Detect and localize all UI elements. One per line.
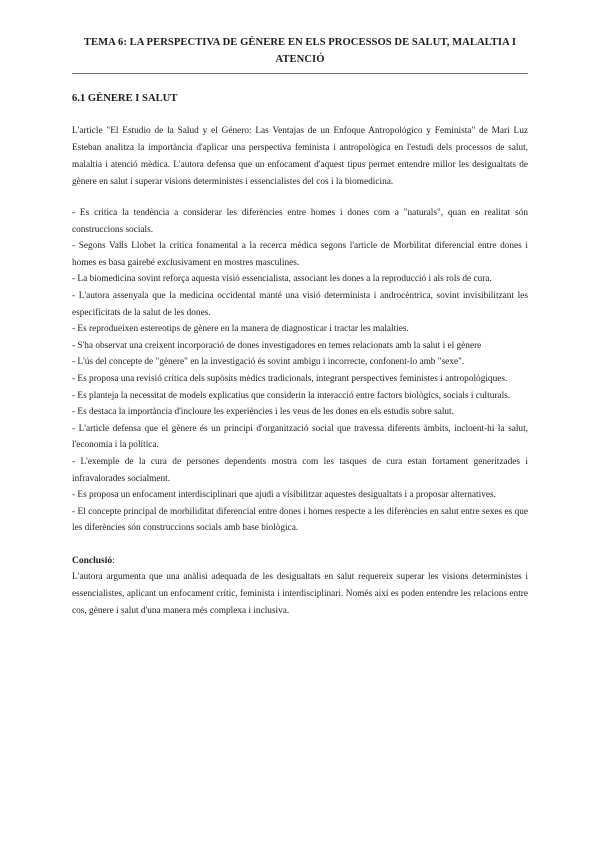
bullet-item: - L'article defensa que el gènere és un principi d'organització social que travessa diferents àmbits, incloent-hi la salut, l'economia i la política. (72, 423, 528, 451)
bullet-item: - L'ús del concepte de "gènere" en la investigació és sovint ambigu i incorrecte, confonent-lo amb "sexe". (72, 357, 465, 368)
bullet-item: - Es proposa una revisió crítica dels supòsits mèdics tradicionals, integrant perspectives feministes i antropològiques. (72, 373, 508, 384)
bullet-item: - Segons Valls Llobet la crítica fonamental a la recerca mèdica segons l'article de Morbilitat diferencial entre dones i homes es basa gairebé exclusivament en mostres masculines. (72, 241, 528, 268)
bullet-list (72, 205, 528, 537)
title-divider (72, 73, 528, 74)
conclusion-heading (72, 553, 528, 569)
conclusion-paragraph: L'autora argumenta que una anàlisi adequada de les desigualtats en salut requereix superar les visions deterministes i essencialistes, aplicant un enfocament crític, feminista i interdisciplinari. Només així es poden entendre les relacions entre cos, gènere i salut d'una manera més complexa i inclusiva. (72, 571, 528, 616)
bullet-item: - L'exemple de la cura de persones dependents mostra com les tasques de cura estan fortament generitzades i infravalorades socialment. (72, 456, 528, 484)
document-title: TEMA 6: LA PERSPECTIVA DE GÈNERE EN ELS PROCESSOS DE SALUT, MALALTIA I ATENCIÓ (83, 37, 517, 65)
bullet-item: - L'autora assenyala que la medicina occidental manté una visió determinista i androcèntrica, sovint invisibilitzant les especificitats de la salut de les dones. (72, 290, 528, 318)
section-heading: 6.1 GÈNERE I SALUT (72, 93, 178, 104)
bullet-item: - Es planteja la necessitat de models explicatius que considerin la interacció entre factors biològics, socials i culturals. (72, 390, 511, 401)
conclusion-label: Conclusió (72, 555, 113, 566)
conclusion-colon: : (112, 555, 115, 566)
bullet-item: - Es destaca la importància d'incloure les experiències i les veus de les dones en els estudis sobre salut. (72, 407, 454, 418)
intro-paragraph: L'article "El Estudio de la Salud y el Género: Las Ventajas de un Enfoque Antropológico y Feminista" de Mari Luz Esteban analitza la importància d'aplicar una perspectiva feminista i antropològica en l'estudi dels processos de salut, malaltia i atenció mèdica. L'autora defensa que un enfocament d'aquest tipus permet entendre millor les desigualtats de gènere en salut i superar visions deterministes i essencialistes del cos i la biomedicina. (72, 126, 528, 187)
bullet-item: - La biomedicina sovint reforça aquesta visió essencialista, associant les dones a la reproducció i als rols de cura. (72, 274, 492, 285)
bullet-item: - S'ha observat una creixent incorporació de dones investigadores en temes relacionats amb la salut i el gènere (72, 340, 482, 351)
bullet-item: - Es proposa un enfocament interdisciplinari que ajudi a visibilitzar aquestes desigualtats i a proposar alternatives. (72, 490, 496, 501)
bullet-item: - Es critica la tendència a considerar les diferències entre homes i dones com a "naturals", quan en realitat són construccions socials. (72, 208, 528, 235)
bullet-item: - El concepte principal de morbiliditat diferencial entre dones i homes respecte a les diferències en salut entre sexes es que les diferències són construccions socials amb base biològica. (72, 506, 528, 534)
bullet-item: - Es reprodueixen estereotips de gènere en la manera de diagnosticar i tractar les malalties. (72, 324, 409, 335)
